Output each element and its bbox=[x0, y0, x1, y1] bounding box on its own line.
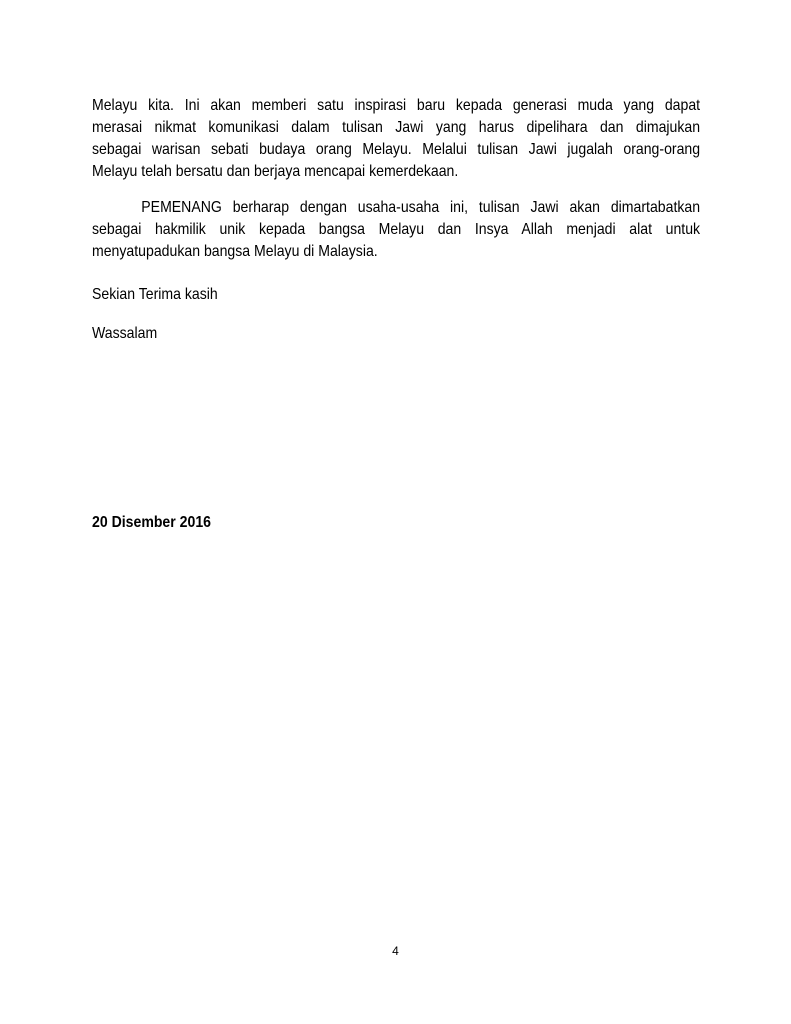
paragraph-line: menyatupadukan bangsa Melayu di Malaysia. bbox=[92, 243, 378, 260]
document-date: 20 Disember 2016 bbox=[92, 514, 211, 531]
closing-line: Sekian Terima kasih bbox=[92, 286, 218, 303]
paragraph-line: Melayu kita. Ini akan memberi satu inspirasi baru kepada generasi muda yang dapat bbox=[92, 97, 701, 114]
paragraph-line: sebagai hakmilik unik kepada bangsa Melayu dan Insya Allah menjadi alat untuk bbox=[92, 221, 701, 238]
paragraph-line: merasai nikmat komunikasi dalam tulisan Jawi yang harus dipelihara dan dimajukan bbox=[92, 119, 701, 136]
paragraph-line: Melayu telah bersatu dan berjaya mencapai kemerdekaan. bbox=[92, 163, 459, 180]
body-paragraph-1 bbox=[92, 95, 700, 183]
page-number: 4 bbox=[392, 944, 399, 958]
salutation-line: Wassalam bbox=[92, 325, 158, 342]
paragraph-line: sebagai warisan sebati budaya orang Melayu. Melalui tulisan Jawi jugalah orang-orang bbox=[92, 141, 701, 158]
body-paragraph-2 bbox=[92, 197, 700, 263]
paragraph-line: PEMENANG berharap dengan usaha-usaha ini, tulisan Jawi akan dimartabatkan bbox=[141, 199, 701, 216]
